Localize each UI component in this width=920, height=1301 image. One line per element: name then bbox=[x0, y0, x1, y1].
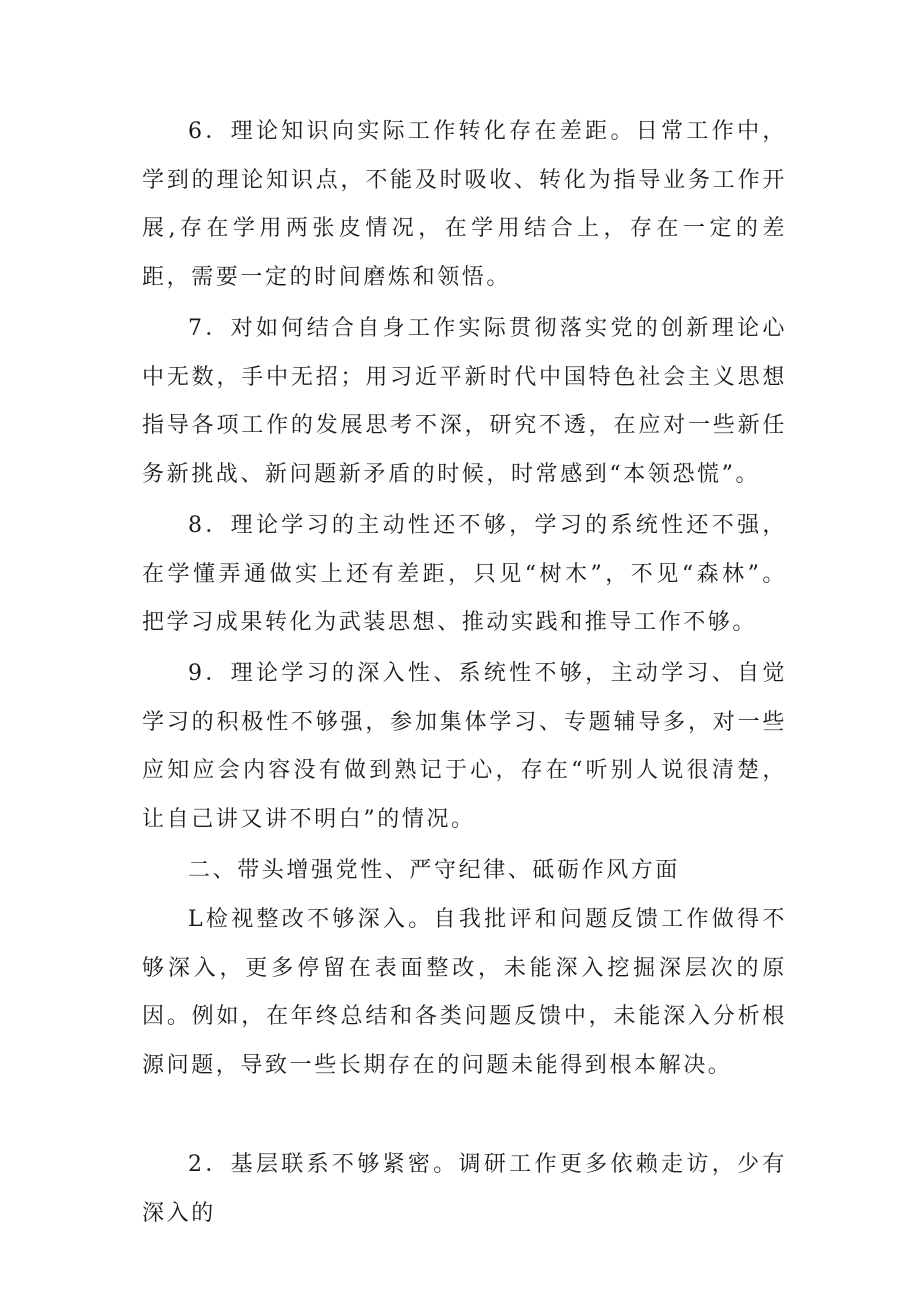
paragraph-item-1: L检视整改不够深入。自我批评和问题反馈工作做得不够深入，更多停留在表面整改，未能深入挖掘深层次的原因。例如，在年终总结和各类问题反馈中，未能深入分析根源问题，导致一些长期存在的问题未能得到根本解决。 bbox=[142, 907, 787, 1078]
paragraph-item-8: 8．理论学习的主动性还不够，学习的系统性还不强，在学懂弄通做实上还有差距，只见“树木”，不见“森林”。把学习成果转化为武装思想、推动实践和推导工作不够。 bbox=[142, 513, 787, 635]
paragraph-item-2: 2．基层联系不够紧密。调研工作更多依赖走访，少有深入的 bbox=[142, 1152, 787, 1226]
paragraph-item-6: 6．理论知识向实际工作转化存在差距。日常工作中，学到的理论知识点，不能及时吸收、转化为指导业务工作开展,存在学用两张皮情况，在学用结合上，存在一定的差距，需要一定的时间磨炼和领悟。 bbox=[142, 119, 787, 290]
paragraph-item-7: 7．对如何结合自身工作实际贯彻落实党的创新理论心中无数，手中无招；用习近平新时代中国特色社会主义思想指导各项工作的发展思考不深，研究不透，在应对一些新任务新挑战、新问题新矛盾的时候，时常感到“本领恐慌”。 bbox=[142, 316, 787, 487]
paragraph-item-9: 9．理论学习的深入性、系统性不够，主动学习、自觉学习的积极性不够强，参加集体学习、专题辅导多，对一些应知应会内容没有做到熟记于心，存在“听别人说很清楚，让自己讲又讲不明白”的情况。 bbox=[142, 661, 787, 832]
section-heading: 二、带头增强党性、严守纪律、砥砺作风方面 bbox=[188, 858, 681, 883]
